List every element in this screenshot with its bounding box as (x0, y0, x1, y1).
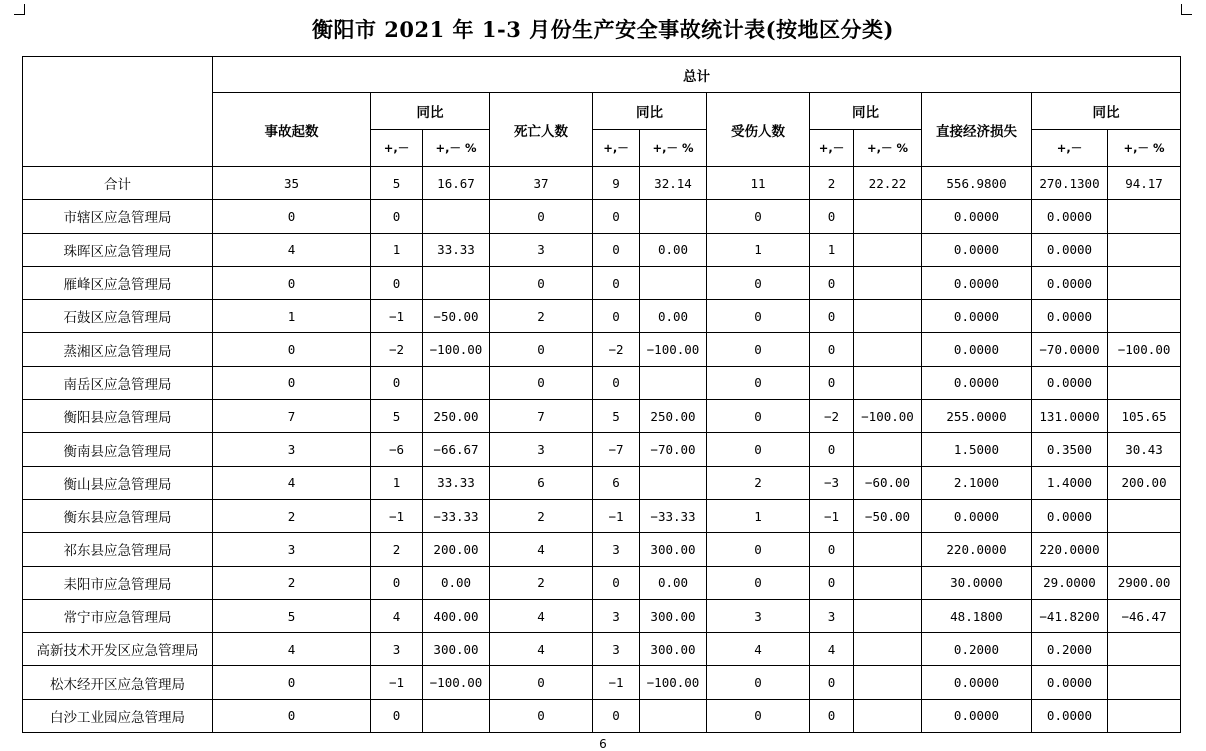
deaths-diff-cell: 3 (593, 533, 640, 566)
accidents-diff-cell: 5 (371, 400, 423, 433)
accidents-diff-pct-cell: 16.67 (423, 167, 490, 200)
injured-cell: 1 (707, 233, 810, 266)
accidents-diff-cell: 0 (371, 699, 423, 732)
loss-diff-cell: 270.1300 (1032, 167, 1108, 200)
region-name-cell: 珠晖区应急管理局 (23, 233, 213, 266)
injured-diff-pct-cell (854, 266, 922, 299)
accidents-diff-cell: 1 (371, 466, 423, 499)
loss-diff-pct-cell: 30.43 (1108, 433, 1181, 466)
header-loss: 直接经济损失 (922, 93, 1032, 167)
page-title: 衡阳市 2021 年 1-3 月份生产安全事故统计表(按地区分类) (311, 17, 894, 42)
accidents-diff-pct-cell: −33.33 (423, 499, 490, 532)
deaths-diff-cell: −7 (593, 433, 640, 466)
header-injured: 受伤人数 (707, 93, 810, 167)
header-diff-pct: +,－ % (1108, 130, 1181, 167)
loss-cell: 0.0000 (922, 666, 1032, 699)
accidents-diff-cell: −1 (371, 666, 423, 699)
injured-diff-cell: 0 (810, 566, 854, 599)
injured-cell: 11 (707, 167, 810, 200)
accidents-diff-pct-cell: −50.00 (423, 300, 490, 333)
accidents-diff-cell: −2 (371, 333, 423, 366)
injured-diff-pct-cell (854, 433, 922, 466)
loss-cell: 2.1000 (922, 466, 1032, 499)
injured-diff-cell: −1 (810, 499, 854, 532)
header-diff: +,－ (810, 130, 854, 167)
region-name-cell: 雁峰区应急管理局 (23, 266, 213, 299)
deaths-diff-pct-cell (640, 200, 707, 233)
deaths-diff-pct-cell: −70.00 (640, 433, 707, 466)
injured-diff-cell: 0 (810, 699, 854, 732)
accidents-cell: 3 (213, 433, 371, 466)
header-diff: +,－ (593, 130, 640, 167)
loss-cell: 30.0000 (922, 566, 1032, 599)
table-row (23, 699, 1181, 732)
injured-diff-cell: 4 (810, 633, 854, 666)
header-diff-pct: +,－ % (854, 130, 922, 167)
accidents-diff-cell: −1 (371, 499, 423, 532)
region-name-cell: 合计 (23, 167, 213, 200)
deaths-cell: 0 (490, 666, 593, 699)
table-row (23, 333, 1181, 366)
deaths-diff-pct-cell (640, 366, 707, 399)
accidents-cell: 7 (213, 400, 371, 433)
deaths-cell: 0 (490, 266, 593, 299)
loss-diff-cell: 0.2000 (1032, 633, 1108, 666)
injured-diff-cell: 0 (810, 533, 854, 566)
loss-cell: 0.0000 (922, 233, 1032, 266)
loss-diff-cell: 29.0000 (1032, 566, 1108, 599)
accidents-diff-cell: 1 (371, 233, 423, 266)
loss-diff-cell: 0.0000 (1032, 200, 1108, 233)
deaths-diff-cell: 0 (593, 366, 640, 399)
injured-diff-pct-cell (854, 666, 922, 699)
table-row (23, 499, 1181, 532)
accidents-diff-cell: 0 (371, 366, 423, 399)
deaths-diff-pct-cell: −33.33 (640, 499, 707, 532)
injured-diff-cell: 1 (810, 233, 854, 266)
injured-diff-pct-cell: −60.00 (854, 466, 922, 499)
loss-diff-cell: −41.8200 (1032, 599, 1108, 632)
deaths-diff-pct-cell: 250.00 (640, 400, 707, 433)
accidents-cell: 4 (213, 633, 371, 666)
region-name-cell: 衡东县应急管理局 (23, 499, 213, 532)
injured-diff-cell: 0 (810, 266, 854, 299)
region-name-cell: 衡南县应急管理局 (23, 433, 213, 466)
deaths-cell: 0 (490, 366, 593, 399)
injured-diff-pct-cell (854, 599, 922, 632)
loss-diff-pct-cell: 94.17 (1108, 167, 1181, 200)
accidents-diff-cell: 4 (371, 599, 423, 632)
deaths-diff-pct-cell (640, 266, 707, 299)
injured-diff-pct-cell: 22.22 (854, 167, 922, 200)
accidents-diff-pct-cell: 200.00 (423, 533, 490, 566)
injured-diff-pct-cell (854, 200, 922, 233)
region-name-cell: 白沙工业园应急管理局 (23, 699, 213, 732)
header-loss-yoy: 同比 (1032, 93, 1181, 130)
loss-cell: 0.0000 (922, 699, 1032, 732)
header-injured-yoy: 同比 (810, 93, 922, 130)
accidents-diff-pct-cell: −66.67 (423, 433, 490, 466)
page-number: 6 (599, 737, 607, 751)
deaths-cell: 4 (490, 533, 593, 566)
deaths-cell: 4 (490, 599, 593, 632)
loss-diff-pct-cell (1108, 499, 1181, 532)
injured-cell: 0 (707, 300, 810, 333)
loss-diff-cell: 0.0000 (1032, 666, 1108, 699)
loss-diff-pct-cell (1108, 633, 1181, 666)
table-row (23, 566, 1181, 599)
injured-cell: 0 (707, 266, 810, 299)
header-accidents-yoy: 同比 (371, 93, 490, 130)
loss-diff-cell: 0.0000 (1032, 233, 1108, 266)
loss-diff-cell: 131.0000 (1032, 400, 1108, 433)
accidents-cell: 0 (213, 333, 371, 366)
table-row (23, 466, 1181, 499)
deaths-cell: 3 (490, 433, 593, 466)
deaths-cell: 0 (490, 333, 593, 366)
region-name-cell: 蒸湘区应急管理局 (23, 333, 213, 366)
region-name-cell: 衡阳县应急管理局 (23, 400, 213, 433)
loss-diff-cell: 220.0000 (1032, 533, 1108, 566)
deaths-cell: 2 (490, 300, 593, 333)
deaths-diff-pct-cell: −100.00 (640, 333, 707, 366)
header-deaths-yoy: 同比 (593, 93, 707, 130)
table-row (23, 599, 1181, 632)
accidents-diff-cell: 0 (371, 566, 423, 599)
accidents-diff-pct-cell (423, 266, 490, 299)
region-name-cell: 耒阳市应急管理局 (23, 566, 213, 599)
accidents-diff-pct-cell (423, 366, 490, 399)
deaths-cell: 0 (490, 200, 593, 233)
loss-cell: 0.0000 (922, 499, 1032, 532)
loss-diff-cell: 1.4000 (1032, 466, 1108, 499)
loss-diff-pct-cell: −100.00 (1108, 333, 1181, 366)
table-row (23, 633, 1181, 666)
loss-cell: 0.0000 (922, 300, 1032, 333)
deaths-cell: 7 (490, 400, 593, 433)
accidents-diff-cell: 2 (371, 533, 423, 566)
accidents-cell: 2 (213, 499, 371, 532)
accidents-cell: 4 (213, 233, 371, 266)
corner-header-cell (23, 57, 213, 167)
accidents-diff-pct-cell: 300.00 (423, 633, 490, 666)
accidents-cell: 4 (213, 466, 371, 499)
region-name-cell: 松木经开区应急管理局 (23, 666, 213, 699)
accidents-cell: 5 (213, 599, 371, 632)
deaths-diff-pct-cell: 300.00 (640, 533, 707, 566)
deaths-diff-pct-cell: 300.00 (640, 599, 707, 632)
deaths-diff-cell: 0 (593, 233, 640, 266)
injured-diff-pct-cell (854, 566, 922, 599)
deaths-cell: 37 (490, 167, 593, 200)
accidents-diff-cell: −6 (371, 433, 423, 466)
injured-diff-cell: 0 (810, 200, 854, 233)
loss-diff-pct-cell: 200.00 (1108, 466, 1181, 499)
header-diff: +,－ (1032, 130, 1108, 167)
table-row (23, 266, 1181, 299)
table-row (23, 433, 1181, 466)
deaths-diff-cell: 9 (593, 167, 640, 200)
injured-diff-cell: 0 (810, 433, 854, 466)
injured-cell: 0 (707, 566, 810, 599)
accidents-diff-pct-cell: −100.00 (423, 333, 490, 366)
deaths-diff-pct-cell: −100.00 (640, 666, 707, 699)
accidents-cell: 35 (213, 167, 371, 200)
accidents-cell: 0 (213, 200, 371, 233)
accidents-cell: 0 (213, 266, 371, 299)
injured-diff-cell: 2 (810, 167, 854, 200)
loss-diff-cell: 0.0000 (1032, 699, 1108, 732)
table-row (23, 300, 1181, 333)
injured-diff-pct-cell (854, 533, 922, 566)
accidents-diff-cell: −1 (371, 300, 423, 333)
loss-cell: 220.0000 (922, 533, 1032, 566)
table-row (23, 233, 1181, 266)
header-deaths: 死亡人数 (490, 93, 593, 167)
deaths-diff-cell: 0 (593, 699, 640, 732)
injured-diff-pct-cell (854, 633, 922, 666)
loss-diff-cell: 0.0000 (1032, 266, 1108, 299)
table-row (23, 533, 1181, 566)
deaths-diff-pct-cell (640, 466, 707, 499)
injured-diff-pct-cell (854, 366, 922, 399)
deaths-diff-cell: −1 (593, 666, 640, 699)
loss-cell: 0.2000 (922, 633, 1032, 666)
header-total: 总计 (213, 57, 1181, 93)
accidents-diff-pct-cell: 250.00 (423, 400, 490, 433)
loss-cell: 0.0000 (922, 266, 1032, 299)
table-row (23, 167, 1181, 200)
loss-cell: 0.0000 (922, 333, 1032, 366)
deaths-diff-pct-cell: 0.00 (640, 233, 707, 266)
accidents-diff-pct-cell (423, 200, 490, 233)
deaths-diff-cell: −1 (593, 499, 640, 532)
loss-cell: 48.1800 (922, 599, 1032, 632)
loss-diff-pct-cell (1108, 233, 1181, 266)
deaths-diff-cell: 0 (593, 266, 640, 299)
loss-diff-pct-cell (1108, 666, 1181, 699)
loss-diff-cell: −70.0000 (1032, 333, 1108, 366)
deaths-diff-cell: −2 (593, 333, 640, 366)
loss-diff-pct-cell: 2900.00 (1108, 566, 1181, 599)
header-diff-pct: +,－ % (423, 130, 490, 167)
header-diff: +,－ (371, 130, 423, 167)
injured-cell: 3 (707, 599, 810, 632)
loss-diff-pct-cell (1108, 533, 1181, 566)
loss-diff-pct-cell (1108, 699, 1181, 732)
loss-diff-pct-cell (1108, 366, 1181, 399)
table-row (23, 400, 1181, 433)
injured-diff-cell: 0 (810, 666, 854, 699)
deaths-cell: 0 (490, 699, 593, 732)
table-row (23, 666, 1181, 699)
accidents-cell: 3 (213, 533, 371, 566)
accidents-diff-cell: 0 (371, 266, 423, 299)
injured-cell: 0 (707, 333, 810, 366)
deaths-diff-cell: 5 (593, 400, 640, 433)
accidents-cell: 0 (213, 366, 371, 399)
loss-cell: 1.5000 (922, 433, 1032, 466)
injured-cell: 0 (707, 433, 810, 466)
region-name-cell: 常宁市应急管理局 (23, 599, 213, 632)
deaths-diff-cell: 3 (593, 599, 640, 632)
loss-diff-pct-cell: −46.47 (1108, 599, 1181, 632)
accidents-diff-pct-cell: 400.00 (423, 599, 490, 632)
deaths-diff-pct-cell: 0.00 (640, 566, 707, 599)
injured-diff-pct-cell: −50.00 (854, 499, 922, 532)
header-diff-pct: +,－ % (640, 130, 707, 167)
region-name-cell: 祁东县应急管理局 (23, 533, 213, 566)
region-name-cell: 市辖区应急管理局 (23, 200, 213, 233)
accidents-diff-cell: 5 (371, 167, 423, 200)
deaths-diff-cell: 3 (593, 633, 640, 666)
injured-cell: 0 (707, 400, 810, 433)
injured-cell: 0 (707, 666, 810, 699)
accidents-diff-pct-cell: −100.00 (423, 666, 490, 699)
loss-diff-pct-cell (1108, 300, 1181, 333)
accidents-diff-pct-cell: 33.33 (423, 466, 490, 499)
header-accidents: 事故起数 (213, 93, 371, 167)
deaths-diff-pct-cell (640, 699, 707, 732)
deaths-diff-cell: 0 (593, 566, 640, 599)
table-row (23, 200, 1181, 233)
table-row (23, 366, 1181, 399)
loss-cell: 0.0000 (922, 366, 1032, 399)
injured-diff-cell: −2 (810, 400, 854, 433)
injured-diff-pct-cell (854, 300, 922, 333)
accidents-diff-cell: 0 (371, 200, 423, 233)
injured-diff-pct-cell (854, 699, 922, 732)
injured-cell: 0 (707, 200, 810, 233)
injured-diff-cell: 3 (810, 599, 854, 632)
accidents-diff-pct-cell: 33.33 (423, 233, 490, 266)
loss-cell: 255.0000 (922, 400, 1032, 433)
loss-diff-pct-cell (1108, 200, 1181, 233)
injured-diff-cell: −3 (810, 466, 854, 499)
loss-diff-cell: 0.0000 (1032, 366, 1108, 399)
deaths-diff-pct-cell: 0.00 (640, 300, 707, 333)
deaths-cell: 6 (490, 466, 593, 499)
deaths-diff-cell: 0 (593, 300, 640, 333)
injured-cell: 2 (707, 466, 810, 499)
deaths-cell: 2 (490, 566, 593, 599)
loss-diff-pct-cell: 105.65 (1108, 400, 1181, 433)
deaths-cell: 2 (490, 499, 593, 532)
injured-diff-pct-cell (854, 333, 922, 366)
deaths-cell: 3 (490, 233, 593, 266)
loss-cell: 556.9800 (922, 167, 1032, 200)
injured-cell: 0 (707, 366, 810, 399)
injured-cell: 0 (707, 533, 810, 566)
loss-diff-cell: 0.0000 (1032, 499, 1108, 532)
injured-diff-cell: 0 (810, 300, 854, 333)
injured-cell: 4 (707, 633, 810, 666)
deaths-cell: 4 (490, 633, 593, 666)
region-name-cell: 衡山县应急管理局 (23, 466, 213, 499)
injured-diff-pct-cell (854, 233, 922, 266)
deaths-diff-pct-cell: 300.00 (640, 633, 707, 666)
loss-diff-cell: 0.0000 (1032, 300, 1108, 333)
accidents-cell: 1 (213, 300, 371, 333)
loss-cell: 0.0000 (922, 200, 1032, 233)
injured-cell: 0 (707, 699, 810, 732)
region-name-cell: 高新技术开发区应急管理局 (23, 633, 213, 666)
accidents-cell: 2 (213, 566, 371, 599)
deaths-diff-cell: 6 (593, 466, 640, 499)
injured-cell: 1 (707, 499, 810, 532)
injured-diff-cell: 0 (810, 366, 854, 399)
injured-diff-cell: 0 (810, 333, 854, 366)
loss-diff-cell: 0.3500 (1032, 433, 1108, 466)
accident-statistics-table (22, 56, 1181, 733)
accidents-cell: 0 (213, 699, 371, 732)
accidents-diff-pct-cell: 0.00 (423, 566, 490, 599)
region-name-cell: 南岳区应急管理局 (23, 366, 213, 399)
loss-diff-pct-cell (1108, 266, 1181, 299)
accidents-diff-cell: 3 (371, 633, 423, 666)
accidents-cell: 0 (213, 666, 371, 699)
injured-diff-pct-cell: −100.00 (854, 400, 922, 433)
accidents-diff-pct-cell (423, 699, 490, 732)
deaths-diff-cell: 0 (593, 200, 640, 233)
deaths-diff-pct-cell: 32.14 (640, 167, 707, 200)
region-name-cell: 石鼓区应急管理局 (23, 300, 213, 333)
